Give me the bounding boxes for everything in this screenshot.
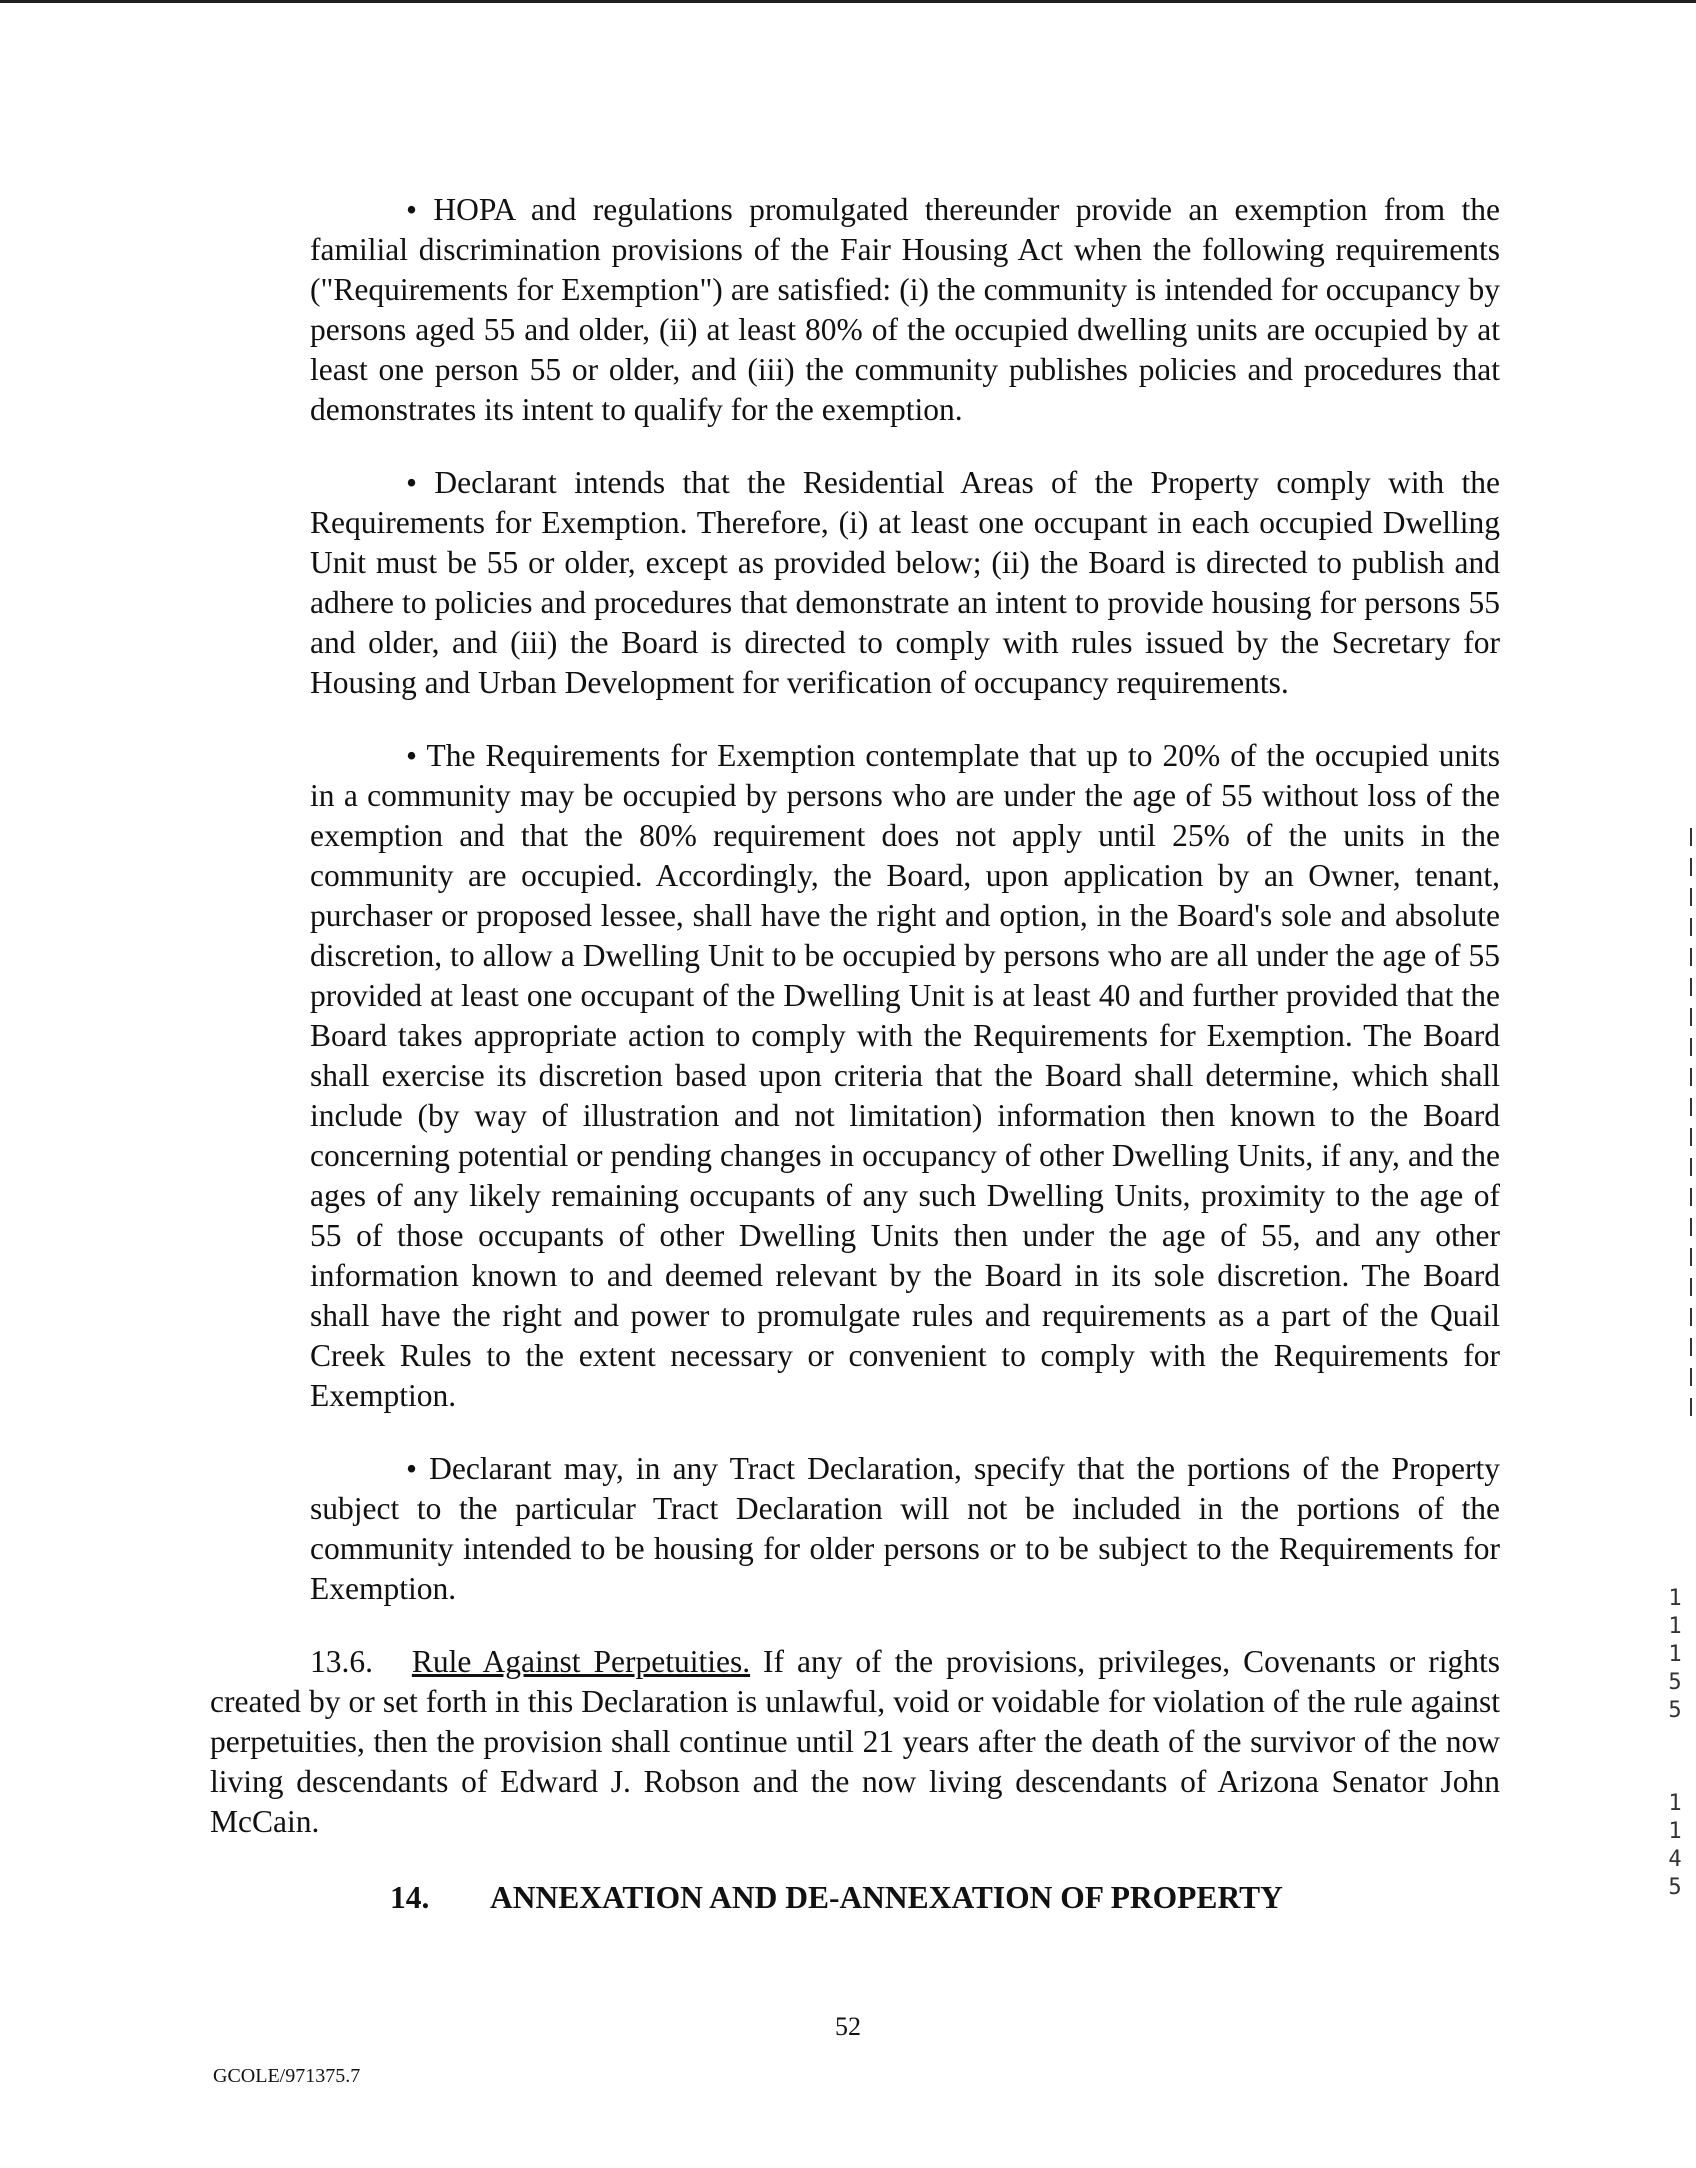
section-body: If any of the provisions, privileges, Covenants or rights created by or set forth in this Declaration is unlawful, void or voidable for violation of the rule against perpetuities, then the provision shall continue until 21 years after the death of the survivor of the now living descendants of Edward J. Robson and the now living descendants of Arizona Senator John McCain. (210, 1644, 1500, 1839)
heading-title: ANNEXATION AND DE-ANNEXATION OF PROPERTY (490, 1880, 1283, 1915)
document-body (210, 190, 1500, 1918)
heading-number: 14. (390, 1880, 430, 1915)
scan-top-border (0, 0, 1696, 3)
bullet-paragraph-requirements: • The Requirements for Exemption contemplate that up to 20% of the occupied units in a community may be occupied by persons who are under the age of 55 without loss of the exemption and that the 80% requirement does not apply until 25% of the units in the community are occupied. Accordingly, the Board, upon application by an Owner, tenant, purchaser or proposed lessee, shall have the right and option, in the Board's sole and absolute discretion, to allow a Dwelling Unit to be occupied by persons who are all under the age of 55 provided at least one occupant of the Dwelling Unit is at least 40 and further provided that the Board takes appropriate action to comply with the Requirements for Exemption. The Board shall exercise its discretion based upon criteria that the Board shall determine, which shall include (by way of illustration and not limitation) information then known to the Board concerning potential or pending changes in occupancy of other Dwelling Units, if any, and the ages of any likely remaining occupants of any such Dwelling Units, proximity to the age of 55 of those occupants of other Dwelling Units then under the age of 55, and any other information known to and deemed relevant by the Board in its sole discretion. The Board shall have the right and power to promulgate rules and requirements as a part of the Quail Creek Rules to the extent necessary or convenient to comply with the Requirements for Exemption. (310, 738, 1500, 1413)
document-id: GCOLE/971375.7 (213, 2065, 361, 2087)
margin-stamp-lower: 1 1 4 5 (1668, 1791, 1682, 1900)
section-number: 13.6. (310, 1644, 373, 1679)
bullet-paragraph-declarant-intent: • Declarant intends that the Residential Areas of the Property comply with the Requirements for Exemption. Therefore, (i) at least one occupant in each occupied Dwelling Unit must be 55 or older, except as provided below; (ii) the Board is directed to publish and adhere to policies and procedures that demonstrate an intent to provide housing for persons 55 and older, and (iii) the Board is directed to comply with rules issued by the Secretary for Housing and Urban Development for verification of occupancy requirements. (310, 465, 1500, 700)
section-13-6 (210, 1642, 1500, 1842)
bullet-paragraph-hopa: • HOPA and regulations promulgated thereunder provide an exemption from the familial discrimination provisions of the Fair Housing Act when the following requirements ("Requirements for Exemption") are satisfied: (i) the community is intended for occupancy by persons aged 55 and older, (ii) at least 80% of the occupied dwelling units are occupied by at least one person 55 or older, and (iii) the community publishes policies and procedures that demonstrates its intent to qualify for the exemption. (310, 192, 1500, 427)
margin-stamp-upper: 1 1 1 5 5 (1668, 1586, 1682, 1723)
page-number: 52 (835, 2012, 861, 2041)
bullet-list (310, 190, 1500, 1609)
bullet-paragraph-tract-declaration: • Declarant may, in any Tract Declaration, specify that the portions of the Property subject to the particular Tract Declaration will not be included in the portions of the community intended to be housing for older persons or to be subject to the Requirements for Exemption. (310, 1451, 1500, 1606)
scan-edge-mark (1690, 828, 1692, 1428)
section-title: Rule Against Perpetuities. (411, 1644, 751, 1679)
section-14-heading (210, 1878, 1500, 1918)
